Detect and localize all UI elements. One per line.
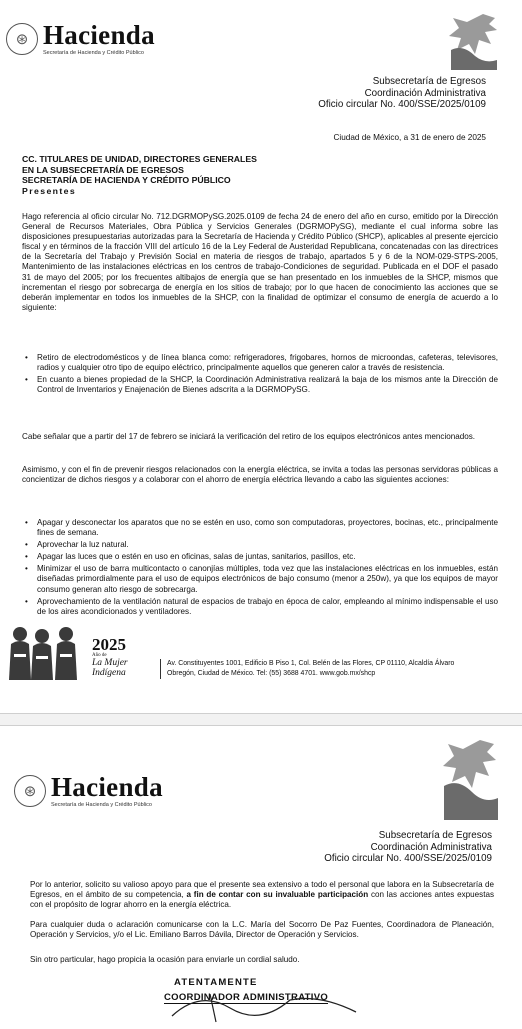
request-paragraph	[30, 880, 494, 910]
national-seal-icon: ⊛	[6, 23, 38, 55]
document-page-2	[0, 726, 522, 1024]
letterhead-block	[324, 830, 492, 865]
handwritten-signature-icon	[170, 986, 360, 1029]
national-seal-icon: ⊛	[14, 775, 46, 807]
brand-name: Hacienda	[43, 20, 155, 50]
list-item: • Aprovechar la luz natural.	[37, 540, 498, 550]
oficio-number: Oficio circular No. 400/SSE/2025/0109	[324, 853, 492, 864]
request-text: Por lo anterior, solicito su valioso apoyo para que el presente sea extensivo a todo el personal que labora en la Subsecretaría de Egresos, en el ámbito de su competencia,	[30, 880, 494, 900]
addressee-line: EN LA SUBSECRETARÍA DE EGRESOS	[22, 164, 184, 175]
list-item: • En cuanto a bienes propiedad de la SHCP, la Coordinación Administrativa realizará la baja de los mismos ante la Dirección de Control de Inventarios y Enajenación de Bienes adscrita a la DGRMOPySG.	[37, 375, 498, 395]
closing-word: ATENTAMENTE	[174, 977, 258, 988]
year-sub-label: Año de	[92, 653, 107, 658]
addressee-block	[22, 154, 257, 196]
document-date: Ciudad de México, a 31 de enero de 2025	[333, 133, 486, 142]
addressee-line: CC. TITULARES DE UNIDAD, DIRECTORES GENERALES	[22, 154, 257, 164]
eagle-emblem-icon	[440, 734, 500, 829]
removal-list	[22, 353, 498, 397]
motto-line: La Mujer	[92, 658, 128, 668]
hacienda-logo	[6, 22, 155, 56]
list-item: • Retiro de electrodomésticos y de línea blanca como: refrigeradores, frigobares, hornos de microondas, cafeteras, televisores, radios y cualquier otro tipo de equipo eléctrico, principalmente aquellos que generen calor a través de resistencia.	[37, 353, 498, 373]
list-item: • Aprovechamiento de la ventilación natural de espacios de trabajo en época de calor, empleando al mínimo indispensable el uso de los aires acondicionados y ventiladores.	[37, 597, 498, 617]
footer-address	[160, 659, 507, 679]
motto-line: Indígena	[92, 668, 126, 678]
hacienda-logo	[14, 774, 163, 808]
invitation-paragraph: Asimismo, y con el fin de prevenir riesgos relacionados con la energía eléctrica, se invita a todas las personas servidoras públicas a concientizar de dichos riesgos y a colaborar con el ahorro de energía eléctrica llevando a cabo las siguientes acciones:	[22, 465, 498, 485]
addressee-line: Presentes	[22, 185, 77, 196]
brand-subtitle: Secretaría de Hacienda y Crédito Público	[43, 50, 144, 56]
closing-paragraph: Sin otro particular, hago propicia la ocasión para enviarle un cordial saludo.	[30, 955, 300, 964]
verification-paragraph: Cabe señalar que a partir del 17 de febrero se iniciará la verificación del retiro de los equipos electrónicos antes mencionados.	[22, 432, 476, 441]
addressee-line: SECRETARÍA DE HACIENDA Y CRÉDITO PÚBLICO	[22, 175, 231, 185]
year-of-indigenous-woman-mark	[92, 636, 128, 678]
brand-subtitle: Secretaría de Hacienda y Crédito Público	[51, 802, 152, 808]
address-line: Obregón, Ciudad de México. Tel: (55) 3688 4701. www.gob.mx/shcp	[167, 670, 376, 677]
brand-name: Hacienda	[51, 772, 163, 802]
list-item: • Minimizar el uso de barra multicontacto o canonjías múltiples, toda vez que las instalaciones eléctricas en los inmuebles, están diseñadas primordialmente para el uso de equipos electrónicos de bajo consumo (menor a 250w), ya que los equipos de mayor consumo generan alto riesgo de sobrecarga.	[37, 564, 498, 594]
address-line: Av. Constituyentes 1001, Edificio B Piso 1, Col. Belén de las Flores, CP 01110, Alcaldía Álvaro	[167, 660, 455, 667]
oficio-number: Oficio circular No. 400/SSE/2025/0109	[318, 99, 486, 110]
coordinacion-label: Coordinación Administrativa	[364, 87, 486, 99]
contact-paragraph: Para cualquier duda o aclaración comunicarse con la L.C. María del Socorro De Paz Fuentes, Coordinadora de Planeación, Operación y Servicios, y/o el Lic. Emiliano Barros Dávila, Director de Operación y Servicios.	[30, 920, 494, 940]
subsecretaria-label: Subsecretaría de Egresos	[378, 830, 492, 841]
request-text-end: con las acciones antes expuestas con el propósito de lograr ahorro en la energía eléctrica.	[30, 890, 495, 910]
list-item: • Apagar las luces que o estén en uso en oficinas, salas de juntas, sanitarios, pasillos, etc.	[37, 552, 498, 562]
actions-list	[22, 518, 498, 619]
subsecretaria-label: Subsecretaría de Egresos	[372, 76, 486, 87]
letterhead-block	[318, 76, 486, 111]
coordinacion-label: Coordinación Administrativa	[370, 841, 492, 853]
signer-title: COORDINADOR ADMINISTRATIVO	[164, 992, 329, 1003]
page-separator	[0, 713, 522, 726]
indigenous-women-illustration-icon	[8, 624, 88, 689]
intro-paragraph: Hago referencia al oficio circular No. 712.DGRMOPySG.2025.0109 de fecha 24 de enero del año en curso, emitido por la Dirección General de Recursos Materiales, Obra Pública y Servicios Generales (DGRMOPySG), mediante el cual informa sobre las disposiciones presupuestarias autorizadas para la Secretaría de Hacienda y Crédito Público (SHCP), aplicables al presente ejercicio fiscal y en términos de la fracción VIII del artículo 16 de la Ley Federal de Austeridad Republicana, concatenadas con las directrices de la Secretaría del Trabajo y Previsión Social en materia de riesgos de trabajo, apartados 5 y 6 de la NOM-029-STPS-2005, Mantenimiento de las instalaciones eléctricas en los centros de trabajo-Condiciones de seguridad. Publicada en el DOF el pasado 31 de mayo del 2005; por los frecuentes altibajos de energía que se han presentado en los inmuebles de la SHCP, mismos que incrementan el riesgo por sobrecarga de energía en los sitios de trabajo; por lo que hacen de conocimiento las acciones que se deberán implementar en todos los inmuebles de la SHCP, con la finalidad de optimizar el consumo de energía de acuerdo a lo siguiente:	[22, 212, 498, 312]
list-item: • Apagar y desconectar los aparatos que no se estén en uso, como son computadoras, proyectores, bocinas, etc., principalmente fines de semana.	[37, 518, 498, 538]
request-emphasis: a fin de contar con su invaluable participación	[186, 890, 369, 900]
year-label: 2025	[92, 635, 126, 654]
eagle-emblem-icon	[445, 10, 501, 79]
